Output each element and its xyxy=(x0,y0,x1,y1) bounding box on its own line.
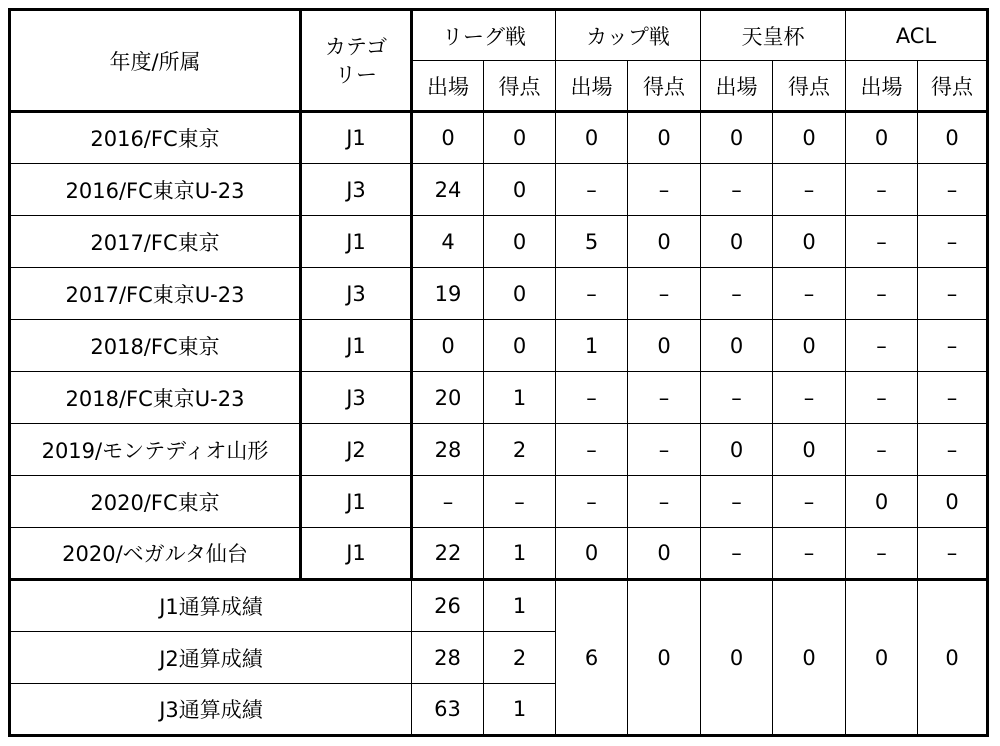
cell-cup-apps: – xyxy=(556,372,628,424)
cell-emperors-goals: – xyxy=(773,476,846,528)
total-apps: 28 xyxy=(412,632,484,684)
cell-category: J1 xyxy=(301,528,412,580)
cell-cup-goals: – xyxy=(628,476,701,528)
cell-acl-apps: – xyxy=(846,164,918,216)
cell-cup-goals: – xyxy=(628,372,701,424)
cell-cup-apps: – xyxy=(556,424,628,476)
cell-cup-apps: – xyxy=(556,268,628,320)
cell-acl-goals: 0 xyxy=(918,112,988,164)
cell-year-club: 2016/FC東京 xyxy=(10,112,301,164)
total-goals: 1 xyxy=(484,684,556,736)
cell-league-apps: 28 xyxy=(412,424,484,476)
cell-acl-goals: – xyxy=(918,528,988,580)
cell-emperors-apps: 0 xyxy=(701,424,773,476)
season-row xyxy=(10,216,988,268)
total-emperors-goals: 0 xyxy=(773,580,846,736)
cell-emperors-apps: – xyxy=(701,476,773,528)
cell-league-apps: 22 xyxy=(412,528,484,580)
cell-year-club: 2020/ベガルタ仙台 xyxy=(10,528,301,580)
header-goals: 得点 xyxy=(628,61,701,112)
cell-cup-goals: – xyxy=(628,424,701,476)
header-apps: 出場 xyxy=(556,61,628,112)
cell-year-club: 2017/FC東京U-23 xyxy=(10,268,301,320)
cell-emperors-apps: – xyxy=(701,372,773,424)
cell-league-goals: 0 xyxy=(484,164,556,216)
stats-table xyxy=(8,8,989,737)
cell-league-goals: 1 xyxy=(484,528,556,580)
cell-emperors-apps: 0 xyxy=(701,320,773,372)
header-apps: 出場 xyxy=(701,61,773,112)
cell-cup-goals: 0 xyxy=(628,528,701,580)
cell-emperors-goals: – xyxy=(773,528,846,580)
cell-league-apps: 0 xyxy=(412,112,484,164)
cell-emperors-goals: – xyxy=(773,164,846,216)
total-row-j1 xyxy=(10,580,988,632)
total-apps: 26 xyxy=(412,580,484,632)
cell-year-club: 2017/FC東京 xyxy=(10,216,301,268)
header-cup: カップ戦 xyxy=(556,10,701,61)
season-row xyxy=(10,320,988,372)
cell-cup-apps: 1 xyxy=(556,320,628,372)
cell-category: J3 xyxy=(301,372,412,424)
cell-year-club: 2018/FC東京 xyxy=(10,320,301,372)
cell-league-goals: 1 xyxy=(484,372,556,424)
cell-emperors-goals: 0 xyxy=(773,216,846,268)
total-emperors-apps: 0 xyxy=(701,580,773,736)
cell-cup-apps: – xyxy=(556,164,628,216)
cell-league-apps: 0 xyxy=(412,320,484,372)
cell-league-goals: 2 xyxy=(484,424,556,476)
cell-acl-goals: – xyxy=(918,216,988,268)
cell-league-goals: 0 xyxy=(484,320,556,372)
cell-cup-apps: – xyxy=(556,476,628,528)
cell-acl-apps: – xyxy=(846,372,918,424)
total-acl-goals: 0 xyxy=(918,580,988,736)
cell-acl-apps: – xyxy=(846,320,918,372)
cell-acl-apps: – xyxy=(846,528,918,580)
cell-league-goals: 0 xyxy=(484,112,556,164)
header-goals: 得点 xyxy=(918,61,988,112)
header-category-line1: カテゴ xyxy=(324,34,388,59)
total-goals: 2 xyxy=(484,632,556,684)
cell-category: J3 xyxy=(301,268,412,320)
cell-emperors-goals: 0 xyxy=(773,112,846,164)
cell-league-apps: 20 xyxy=(412,372,484,424)
cell-acl-apps: – xyxy=(846,268,918,320)
cell-year-club: 2018/FC東京U-23 xyxy=(10,372,301,424)
header-emperors-cup: 天皇杯 xyxy=(701,10,846,61)
header-apps: 出場 xyxy=(412,61,484,112)
cell-cup-goals: – xyxy=(628,164,701,216)
total-cup-goals: 0 xyxy=(628,580,701,736)
header-goals: 得点 xyxy=(484,61,556,112)
season-row xyxy=(10,372,988,424)
header-year-club: 年度/所属 xyxy=(10,10,301,112)
cell-emperors-apps: – xyxy=(701,164,773,216)
header-acl: ACL xyxy=(846,10,988,61)
cell-year-club: 2020/FC東京 xyxy=(10,476,301,528)
cell-cup-goals: – xyxy=(628,268,701,320)
header-category xyxy=(301,10,412,112)
header-category-line2: リー xyxy=(335,62,377,87)
cell-cup-apps: 0 xyxy=(556,112,628,164)
cell-acl-apps: – xyxy=(846,216,918,268)
cell-category: J1 xyxy=(301,320,412,372)
cell-acl-goals: – xyxy=(918,268,988,320)
cell-emperors-goals: – xyxy=(773,372,846,424)
header-goals: 得点 xyxy=(773,61,846,112)
cell-acl-goals: 0 xyxy=(918,476,988,528)
cell-cup-goals: 0 xyxy=(628,216,701,268)
cell-category: J2 xyxy=(301,424,412,476)
cell-emperors-apps: 0 xyxy=(701,112,773,164)
cell-cup-goals: 0 xyxy=(628,320,701,372)
header-league: リーグ戦 xyxy=(412,10,556,61)
cell-emperors-goals: 0 xyxy=(773,320,846,372)
cell-category: J1 xyxy=(301,112,412,164)
total-acl-apps: 0 xyxy=(846,580,918,736)
cell-cup-apps: 0 xyxy=(556,528,628,580)
cell-emperors-goals: 0 xyxy=(773,424,846,476)
cell-league-apps: – xyxy=(412,476,484,528)
total-label: J3通算成績 xyxy=(10,684,412,736)
cell-acl-apps: – xyxy=(846,424,918,476)
cell-emperors-apps: – xyxy=(701,268,773,320)
cell-league-goals: 0 xyxy=(484,268,556,320)
cell-league-apps: 24 xyxy=(412,164,484,216)
cell-acl-goals: – xyxy=(918,164,988,216)
total-cup-apps: 6 xyxy=(556,580,628,736)
cell-emperors-goals: – xyxy=(773,268,846,320)
cell-emperors-apps: – xyxy=(701,528,773,580)
cell-league-goals: – xyxy=(484,476,556,528)
cell-cup-goals: 0 xyxy=(628,112,701,164)
cell-acl-goals: – xyxy=(918,424,988,476)
cell-league-apps: 4 xyxy=(412,216,484,268)
total-label: J1通算成績 xyxy=(10,580,412,632)
cell-emperors-apps: 0 xyxy=(701,216,773,268)
season-row xyxy=(10,268,988,320)
total-apps: 63 xyxy=(412,684,484,736)
cell-category: J1 xyxy=(301,476,412,528)
total-goals: 1 xyxy=(484,580,556,632)
cell-acl-goals: – xyxy=(918,372,988,424)
cell-league-apps: 19 xyxy=(412,268,484,320)
header-apps: 出場 xyxy=(846,61,918,112)
cell-category: J1 xyxy=(301,216,412,268)
cell-acl-goals: – xyxy=(918,320,988,372)
total-label: J2通算成績 xyxy=(10,632,412,684)
season-rows xyxy=(10,112,988,580)
season-row xyxy=(10,476,988,528)
season-row xyxy=(10,424,988,476)
cell-category: J3 xyxy=(301,164,412,216)
cell-acl-apps: 0 xyxy=(846,476,918,528)
cell-cup-apps: 5 xyxy=(556,216,628,268)
cell-acl-apps: 0 xyxy=(846,112,918,164)
season-row xyxy=(10,528,988,580)
cell-year-club: 2016/FC東京U-23 xyxy=(10,164,301,216)
season-row xyxy=(10,164,988,216)
cell-league-goals: 0 xyxy=(484,216,556,268)
cell-year-club: 2019/モンテディオ山形 xyxy=(10,424,301,476)
season-row xyxy=(10,112,988,164)
